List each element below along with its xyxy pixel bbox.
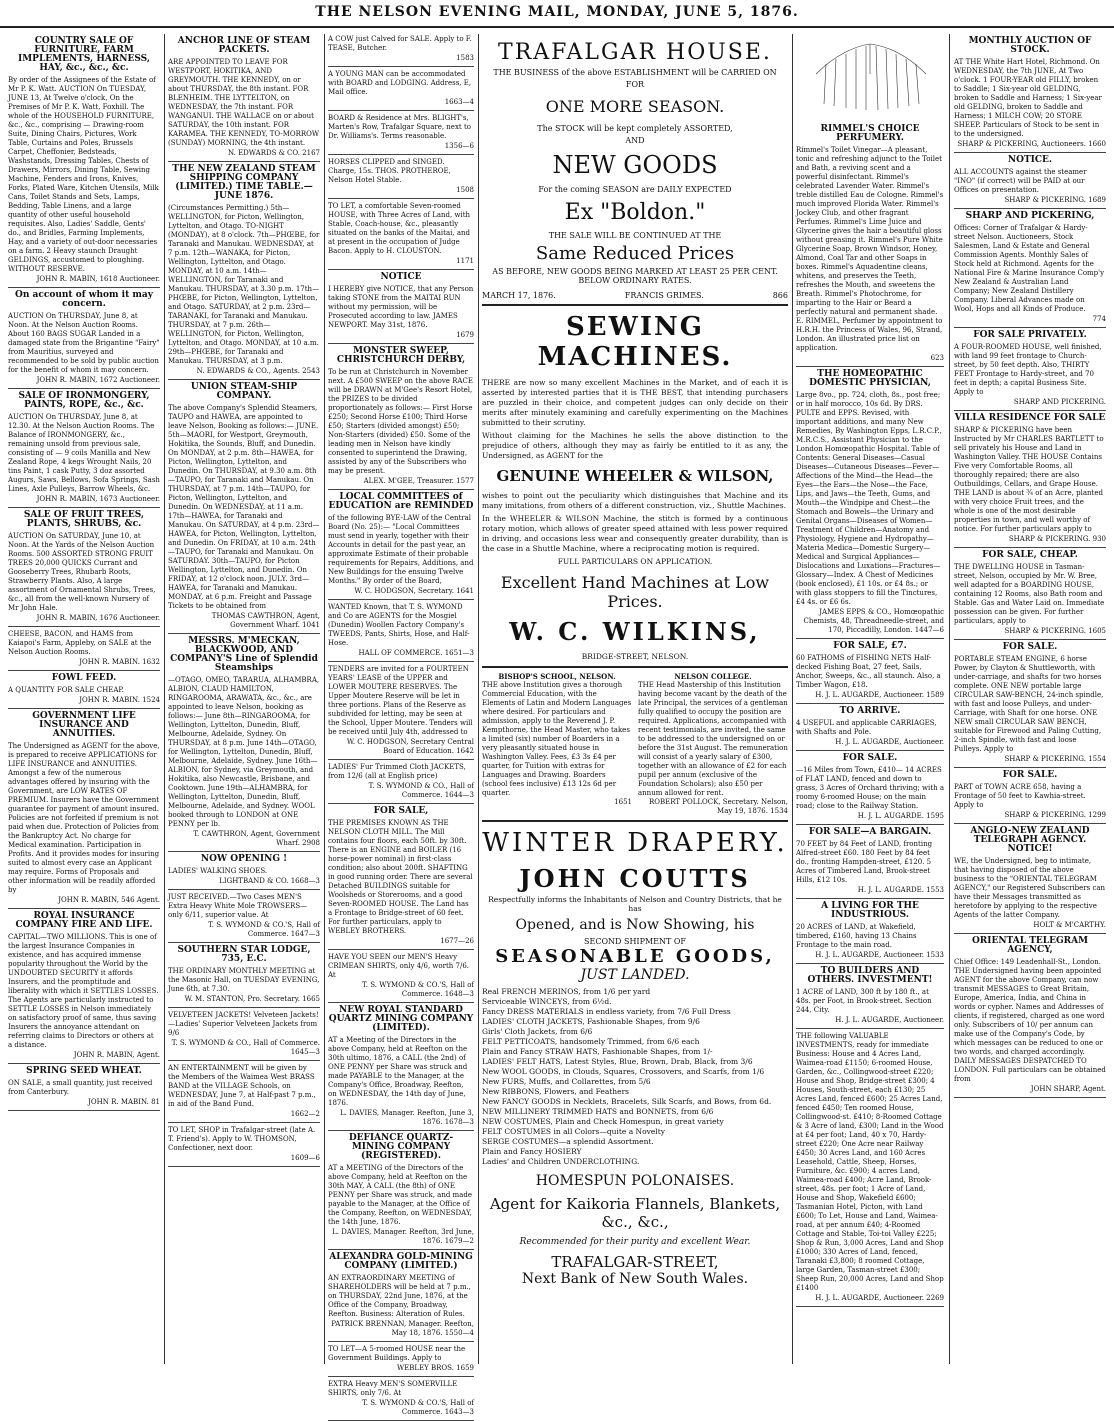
ad-body: PART of TOWN ACRE 658, having a Frontage of 50 feet to Kawhia-street. Apply to (954, 783, 1086, 809)
ad-body: A YOUNG MAN can be accommodated with BOARD and LODGING. Address, E, Mail office. (328, 70, 472, 96)
goods-item: Real FRENCH MERINOS, from 1/6 per yard (482, 987, 651, 996)
classified-ad (328, 1006, 474, 1131)
ad-signature: SHARP & PICKERING. 930 (1008, 535, 1106, 543)
ad-heading: FOR SALE PRIVATELY. (973, 330, 1087, 340)
ad-signature: LIGHTBAND & CO. 1668—3 (219, 877, 320, 885)
ad-heading: ANCHOR LINE OF STEAM PACKETS. (177, 36, 311, 55)
goods-item: Girls' Cloth Jackets, from 6/6 (482, 1027, 593, 1036)
ad-heading: COUNTRY SALE OF FURNITURE, FARM IMPLEMENTS, HARNESS, HAY, &c., &c., &c. (18, 36, 150, 73)
classified-ad (168, 946, 320, 1008)
ad-body: LADIES' WALKING SHOES. (168, 867, 268, 875)
ad-signature: JOHN R. MABIN, 1673 Auctioneer. (36, 495, 160, 503)
ad-heading: NOTICE. (1007, 155, 1053, 165)
ad-signature: W. C. HODGSON, Secretary. 1641 (354, 587, 474, 595)
ad-body: CHEESE, BACON, and HAMS from Kaiapoi's Farm, Appleby, on SALE at the Nelson Auction Rooms. (8, 630, 152, 656)
ad-body: —OTAGO, OMEO, TARARUA, ALHAMBRA, ALBION, CLAUD HAMILTON, RINGAROOMA, ARAWATA, &c., &c., are appointed to leave Nelson, booking as follows:— June 8th—RINGAROOMA, for Wellington, Lyttelton, Dunedin, Bluff, Melbourne, Adelaide, Sydney. On THURSDAY, at 8 p.m. June 14th—OTAGO, for Wellington, Lyttelton, Dunedin, Bluff, Melbourne, Adelaide, Sydney. June 16th—ALBION, for Sydney, via Greymouth, and Hokitika, also Newcastle, Brisbane, and Cooktown. June 19th—ALHAMBRA, for Wellington, Lyttelton, Dunedin, Bluff, Melbourne, Adelaide, and Sydney. WOOL booked through to LONDON at ONE PENNY per lb. (168, 676, 320, 828)
goods-item: FELT PETTICOATS, handsomely Trimmed, from 6/6 each (482, 1037, 700, 1046)
ad-text: THE BUSINESS of the above ESTABLISHMENT will be CARRIED ON (493, 68, 777, 77)
ad-heading: ROYAL INSURANCE COMPANY FIRE AND LIFE. (15, 911, 153, 930)
ad-title: NELSON COLLEGE. (674, 672, 752, 681)
classified-ad (168, 165, 320, 380)
classified-ad (796, 967, 944, 1029)
ad-body: —16 Miles from Town, £410— 14 ACRES of FLAT LAND, fenced and down to grass, 3 Acres of Orchard thriving; with a roomy 6-roomed House; on the main road; close to the Railway Station. (796, 766, 944, 810)
ad-heading: TO ARRIVE. (839, 706, 901, 716)
classified-ad (328, 273, 474, 344)
ad-heading: UNION STEAM-SHIP COMPANY. (190, 382, 298, 401)
ad-body: CAPITAL—TWO MILLIONS. This is one of the largest Insurance Companies in existence, and has acquired immense popularity throughout the World by the UNDOUBTED SECURITY it affords Insurers, and the promptitude and liberality with which it SETTLES LOSSES. The Agents are particularly instructed to SETTLE LOSSES in Nelson immediately on satisfactory proof of same, thus saving Insurers the annoyance attendant on referring claims to Directors or others at a distance. (8, 933, 159, 1049)
ad-heading: RIMMEL'S CHOICE PERFUMERY. (820, 124, 920, 143)
classified-ad (168, 855, 320, 890)
ad-heading: MESSRS. M'MECKAN, BLACKWOOD, AND COMPANY'S Line of Splendid Steamships (170, 636, 318, 673)
ad-signature: JOHN R. MABIN, 1618 Auctioneer. (36, 275, 160, 283)
ad-signature: 774 (1092, 315, 1106, 323)
ad-body: EXTRA Heavy MEN'S SOMERVILLE SHIRTS, only 7/6. At (328, 1380, 458, 1397)
ad-heading: FOR SALE—A BARGAIN. (808, 827, 932, 837)
classified-ad (796, 828, 944, 899)
classified-ad (954, 414, 1106, 548)
ad-signature: N. EDWARDS & CO. 2167 (227, 149, 320, 157)
divider (482, 666, 788, 668)
goods-item: Ladies' and Children UNDERCLOTHING. (482, 1157, 640, 1166)
classified-ad (8, 511, 160, 627)
ad-body: The above Company's Splendid Steamers, TAUPO and HAWEA, are appointed to leave Nelson, Booking as follows:— JUNE. 5th—MAORI, for Westport, Greymouth, Hokitika, the Sounds, Bluff, and Dunedin. On MONDAY, at 2 p.m. 8th—HAWEA, for Picton, Wellington, Lyttelton, and Dunedin. On THURSDAY, at 9.30 a.m. 8th—TAUPO, for Taranaki and Manukau. On THURSDAY, at 7 p.m. 14th—TAUPO, for Picton, Wellington, Lyttelton, and Dunedin. On WEDNESDAY, at 11 a.m. 17th—HAWEA, for Taranaki and Manukau. On SATURDAY, at 4 p.m. 23rd—HAWEA, for Picton, Wellington, Lyttelton, and Dunedin. On FRIDAY, at 10 a.m. 24th—TAUPO, for Taranaki and Manukau. On SATURDAY. 30th—TAUPO, for Picton Wellington, Lyttelton, and Dunedin. On FRIDAY, at 12 o'clock noon. JULY. 3rd—HAWEA, for Taranaki and Manukau. MONDAY, at 6 p.m. Freight and Passage Tickets to be obtained from (168, 404, 320, 610)
ad-signature: HALL OF COMMERCE. 1651—3 (358, 649, 474, 657)
ad-heading: ANGLO-NEW ZEALAND TELEGRAPH AGENCY. NOTICE! (970, 826, 1090, 854)
ad-body: 1 ACRE of LAND, 300 ft by 180 ft., at 48s. per Foot, in Brook-street. Section 244, City. (796, 988, 932, 1014)
ad-body: (Circumstances Permitting.) 5th—WELLINGTON, for Picton, Wellington, Lyttelton, and Otago. TO-NIGHT (MONDAY), at 8 o'clock. 7th—PHŒBE, for Taranaki and Manukau. WEDNESDAY, at 7 p.m. 12th—WANAKA, for Picton, Wellington, Lyttelton, and Otago. MONDAY, at 10 a.m. 14th—WELLINGTON, for Taranaki and Manukau. THURSDAY, at 3.30 p.m. 17th—PHŒBE, for Picton, Wellington, Lyttelton, and Otago. SATURDAY, at 2 p.m. 23rd—TARANAKI, for Taranaki and Manukau. THURSDAY, at 7 p.m. 26th—WELLINGTON, for Picton, Wellington, Lyttelton, and Otago. MONDAY, at 10 a.m. 29th—PHŒBE, for Taranaki and Manukau. THURSDAY, at 3 p.m. (168, 204, 320, 365)
classified-ad (796, 125, 944, 367)
ad-signature: 1651 (614, 798, 632, 806)
ad-body: THE DWELLING HOUSE in Tasman-street, Nelson, occupied by Mr. W. Bree, well adapted for a BOARDING HOUSE, containing 12 Rooms, also Bath room and Stable. Gas and Water Laid on. Immediate possession can be given. For further particulars, apply to (954, 563, 1105, 625)
ad-signature: 1662—2 (290, 1110, 320, 1118)
ad-body: AUCTION On THURSDAY, June 8, at 12.30. At the Nelson Auction Rooms. The Balance of IRONMONGERY, &c., remaining unsold from previous sale, consisting of — 9 coils Manilla and New Zealand Rope, 4 kegs Wrought Nails, 20 tins Paint, 1 cask Putty, 3 doz assorted Augurs, Saws, Bellows, Sofa Springs, Sash Lines, Axle Pulleys, Barrow Wheels, &c. (8, 413, 160, 493)
classified-ad (796, 707, 944, 751)
ad-body: THE following VALUABLE INVESTMENTS, ready for immediate Business: House and 4 Acres Land, Waimea-road £1150; 6-roomed House, Garden, &c., Collingwood-street £220; House and Shop, Bridge-street £300; 4 Houses, South-street, each £130; 25 Acres Land, fenced £600; 25 Acres Land, fenced £450; Ten roomed House, Collingwood-st. £410; 8-Roomed Cottage & 3 Acre of land, £300; Land in the Wood at £4 per foot; Land, 40 x 70, Hardy-street £220; One Acre near Railway £450; 30 Acres Land, and 160 Acres Leasehold, Cattle, Sheep, Horses, Furniture, &c. £900; 4 acres Land, Waimea-road £400; Acre Land, Brook-street, 48s. per foot; 1 Acre of Land, House and Shop, Wakefield £600; Tasmanian Hotel, Picton, with Land £600; To Let, House and Land, Waimea-road, at per annum £40; 4-Roomed Cottage and Stable, Toi-toi Valley £225; Shop & Run, 3,000 Acres, Land and Shop £1000; 330 Acres of Land, fenced, Taranaki £3,800; 8 roomed Cottage, large Garden, Tasman-street £300; Sheep Run, 20,000 Acres, Land and Shop £1400 (796, 1032, 944, 1292)
ad-signature: T. S. WYMOND & CO., Hall of Commerce. 1645—3 (171, 1039, 320, 1056)
ad-body: TO LET, a comfortable Seven-roomed HOUSE, with Three Acres of Land, with Stable, Coach-house, &c., pleasantly situated on the banks of the Maitai, and at present in the occupation of Judge Bacon. Apply to H. CLOUSTON. (328, 202, 471, 255)
sewing-machines-ad (482, 312, 788, 662)
ad-body: A COW just Calved for SALE. Apply to F. TEASE, Butcher. (328, 35, 472, 52)
ad-signature: JOHN R. MABIN, 1672 Auctioneer. (36, 376, 160, 384)
ad-signature: H. J. L. AUGARDE, Auctioneer. 2269 (815, 1294, 944, 1302)
ad-subtitle: TRAFALGAR-STREET, (551, 1253, 719, 1271)
classified-ad (328, 807, 474, 950)
ad-text: THE SALE WILL BE CONTINUED AT THE (548, 231, 722, 240)
ad-signature: H. J. L. AUGARDE, Auctioneer. 1533 (815, 951, 944, 959)
classified-ad (328, 763, 474, 804)
ad-text: In the WHEELER & WILSON Machine, the stitch is formed by a continuous rotary motion, which allows of greater speed attained with less power required in driving, and occasions less wear and consequently greater durability, than is the case in a Shuttle Machine, where a reciprocating motion is required. (482, 514, 788, 553)
ad-subtitle: Excellent Hand Machines at Low Prices. (500, 573, 770, 611)
divider (482, 820, 788, 822)
ad-signature: T. S. WYMOND & CO.'S, Hall of Commerce. 1648—3 (362, 981, 474, 998)
ad-body: HORSES CLIPPED and SINGED. Charge, 15s. THOS. PROTHEROE, Nelson Hotel Stable. (328, 158, 451, 184)
ad-signature: W. C. HODGSON, Secretary Central Board of Education. 1642 (346, 738, 474, 755)
goods-item: LADIES' FELT HATS, Latest Styles, Blue, Brown, Drab, Black, from 3/6 (482, 1057, 753, 1066)
ad-body: AN ENTERTAINMENT will be given by the Members of the Waimea West BRASS BAND at the VILLAGE Schools, on WEDNESDAY, June 7, at Half-past 7 p.m., in aid of the Band Fund. (168, 1064, 316, 1108)
classified-ad (954, 551, 1106, 640)
ad-body: Chief Office: 149 Leadenhall-St., London. THE Undersigned having been appointed AGENT for the above Company, can now transmit MESSAGES to Great Britain, Europe, America, India, and China in words or cypher. Names and Addresses of clients, if registered, charged as one word only. Subscribers of 10/ per annum can make use of the Company's Code, by which messages can be reduced to one or two words, and charged accordingly. DAILY MESSAGES DESPATCHED TO LONDON. Full particulars can be obtained from (954, 958, 1106, 1083)
ad-body: WE, the Undersigned, beg to intimate, that having disposed of the above business to the "ORIENTAL TELEGRAM AGENCY," our Registered Subscribers can have their Messages transmitted as heretofore by applying to the respective Agents of the latter Company. (954, 857, 1106, 919)
goods-item: New FURS, Muffs, and Collarettes, from 5/6 (482, 1077, 651, 1086)
classified-ad (8, 37, 160, 288)
classified-ad (168, 37, 320, 162)
ad-subtitle: HOMESPUN POLONAISES. (535, 1173, 735, 1189)
ad-heading: FOR SALE. (842, 753, 898, 763)
ad-body: AUCTION On SATURDAY, June 10, at Noon. At the Yards of the Nelson Auction Rooms. 500 ASSORTED STRONG FRUIT TREES 20,000 QUICKS Currant and Gooseberry Trees, Rhubarb Roots, Strawberry Plants. Also, A large assortment of Ornamental Shrubs, Trees, &c., all from the well-known Nursery of Mr John Hale. (8, 532, 156, 612)
ad-date: MARCH 17, 1876. (482, 291, 556, 300)
goods-item: NEW MILLINERY TRIMMED HATS and BONNETS, from 6/6 (482, 1107, 714, 1116)
ad-body: The Undersigned as AGENT for the above, is prepared to receive APPLICATIONS for LIFE INSURANCE and ANNUITIES. Amongst a few of the numerous advantages offered by insuring with the Government, are LOW RATES OF PREMIUM. Insurers have the Government guarantee for payment of amount insured. Policies are not forfeited if premium is not paid when due. Protection of Policies from the Bankruptcy Act. No charge for Medical examination. Participation in Profits. And it provides modes for insuring suited to almost every case an Applicant may require. Forms of Proposals and other information will be readily afforded by (8, 742, 160, 894)
goods-item: FELT COSTUMES in all Colors—quite a Novelty (482, 1127, 665, 1136)
ad-body: ALL ACCOUNTS against the steamer "INO" (if correct) will be PAID at our Offices on presentation. (954, 168, 1087, 194)
classified-ad (328, 1253, 474, 1342)
ad-signature: SHARP AND PICKERING. (1013, 398, 1106, 406)
ad-body: A FOUR-ROOMED HOUSE, well finished, with land 99 feet frontage to Church-street, by 50 feet depth. Also, THIRTY FEET Frontage to Hardy-street, and 70 feet in depth; a capital Business Site. Apply to (954, 343, 1102, 396)
ad-body: AT a Meeting of the Directors in the above Company, held at Reefton on the 30th ultimo, 1876, a CALL (the 2nd) of ONE PENNY per Share was struck and made PAYABLE to the Manager, at the Company's Office, Broadway, Reefton, on WEDNESDAY, the 14th day of June, 1876. (328, 1036, 468, 1107)
classified-ad (328, 70, 474, 111)
ad-signature: 1679 (456, 331, 474, 339)
classified-ad (954, 937, 1106, 1098)
trafalgar-house-ad (482, 40, 788, 300)
ad-body: Large 8vo., pp. 724, cloth, 8s., post free; or in half morocco, 10s 6d. By DRS. PULTE and EPPS. Revised, with important additions, and many New Remedies, By Washington Epps, L.R.C.P., M.R.C.S., Assistant Physician to the London Homœopathic Hospital. Table of Contents: General Diseases—Casual Diseases—Cutaneous Diseases—Fever—Affections of the Mind—the Head—the Eyes—the Ears—the Nose—the Face, Lips, and Jaws—the Teeth, Gums, and Mouth—the Windpipe and Chest—the Stomach and Bowels—the Urinary and Genital Organs—Diseases of Women—Treatment of Children—Anatomy and Physiology, Hygiene and Hydropathy—Materia Medica—Domestic Surgery—Medical and Surgical Appliances—Dislocations and Luxations—Fractures—Glossary—Index. A Chest of Medicines (book enclosed), £1 10s. or £4 8s.; or with glass stoppers to fill the Tinctures, £4 4s. or £6 6s. (796, 391, 942, 606)
ad-body: AT THE White Hart Hotel, Richmond. On WEDNESDAY, the 7th JUNE, At Two o'clock. 1 FOUR-YEAR old FILLY, broken to Saddle; 1 Six-year old GELDING, broken to Saddle and Harness; 1 Six-year old GELDING, broken to Saddle and Harness; 1 MILCH COW; 20 STORE SHEEP. Particulars of Stock to be sent in to the undersigned. (954, 58, 1102, 138)
ad-body: LADIES' Fur Trimmed Cloth JACKETS, from 12/6 (all at English price) (328, 763, 466, 780)
ad-text: FULL PARTICULARS ON APPLICATION. (557, 557, 713, 566)
ad-heading: LOCAL COMMITTEES of EDUCATION are REMINDED (328, 492, 474, 511)
ad-text: SECOND SHIPMENT OF (584, 937, 686, 946)
ad-signature: 1356—6 (444, 142, 474, 150)
ad-body: To be run at Christchurch in November next. A £500 SWEEP on the above RACE will be DRAWN at M'Gee's Resort Hotel, the PRIZES to be divided proportionately as follows:— First Horse £250; Second Horse £100; Third Horse £50; Starters (divided amongst) £50; Non-Starters (divided) £50. Some of the leading men in Nelson have kindly consented to superintend the Drawing, assisted by any of the Subscribers who may be present. (328, 368, 473, 475)
ad-body: TO LET—A 5-roomed HOUSE near the Government Buildings. Apply to (328, 1345, 466, 1362)
ad-title: WINTER DRAPERY. (482, 828, 788, 858)
ad-subtitle: SEASONABLE GOODS, (495, 946, 775, 967)
classified-ad (328, 1345, 474, 1377)
ad-subtitle: Agent for Kaikoria Flannels, Blankets, &c., &c., (489, 1195, 781, 1231)
column-1 (8, 34, 160, 1364)
classified-ad (8, 712, 160, 909)
ad-text: FOR (625, 80, 645, 89)
ad-heading: FOR SALE, CHEAP. (982, 550, 1078, 560)
ad-heading: MONTHLY AUCTION OF STOCK. (968, 36, 1092, 55)
goods-item: Serviceable WINCEYS, from 6½d. (482, 997, 612, 1006)
ad-text: THE Head Mastership of this Institution having become vacant by the death of the late Principal, the services of a gentleman fully qualified to occupy the position are required. Applications, accompanied with recent testimonials, are invited, the same to be addressed to the undersigned on or before the 31st August. The remuneration will consist of a yearly salary of £300, together with an allowance of £2 for each pupil per annum (exclusive of the Foundation Scholars); also £50 per annum allowed for rent. (638, 681, 788, 797)
ad-signature: 623 (930, 354, 944, 362)
ad-signature: 1677—26 (440, 937, 474, 945)
column-2 (168, 34, 320, 1364)
ad-title: SEWING MACHINES. (537, 312, 733, 372)
ad-body: 70 FEET by 84 Feet of LAND, fronting Alfred-street £60. 180 Feet by 84 feet do., fronting Hampden-street, £120. 5 Acres of Timbered Land, Brook-street Hills, £12 10s. (796, 840, 933, 884)
ad-text: AND (625, 136, 645, 145)
ad-body: AT a MEETING of the Directors of the above Company, held at Reefton on the 30th MAY, A CALL (the 8th) of ONE PENNY per Share was struck, and made payable to the Manager, at the Office of the Company, Reefton, on WEDNESDAY, the 14th June, 1876. (328, 1164, 472, 1226)
ad-heading: TO BUILDERS AND OTHERS. INVESTMENT! (807, 966, 933, 985)
ad-signature: SHARP & PICKERING. 1554 (1004, 755, 1106, 763)
classified-ad (954, 771, 1106, 824)
ad-subtitle: NEW GOODS (552, 151, 718, 179)
ad-signature: L. DAVIES, Manager. Reefton, 3rd June, 1876. 1679—2 (332, 1228, 474, 1245)
ad-signature: SHARP & PICKERING. 1605 (1004, 627, 1106, 635)
column-3 (328, 34, 474, 1416)
ad-signature: 1508 (456, 186, 474, 194)
goods-item: New WOOL GOODS, in Clouds, Squares, Crossovers, and Scarfs, from 1/6 (482, 1067, 765, 1076)
ad-signature: T. CAWTHRON, Agent, Government Wharf. 2908 (193, 830, 320, 847)
ad-text: wishes to point out the peculiarity which distinguishes that Machine and its many imitations, from others of a different construction, viz., Shuttle Machines. (482, 491, 788, 510)
classified-ad (796, 1032, 944, 1307)
ad-signature: T. S. WYMOND & CO.'S, Hall of Commerce. 1647—3 (208, 921, 320, 938)
ad-signature: SHARP & PICKERING. 1299 (1004, 811, 1106, 819)
classified-ad (168, 893, 320, 943)
classified-ad (168, 1064, 320, 1123)
divider (482, 304, 788, 306)
ad-body: ARE APPOINTED TO LEAVE FOR WESTPORT, HOKITIKA, AND GREYMOUTH. THE KENNEDY, on or about THURSDAY, the 8th instant. FOR BLENHEIM. THE LYTTELTON, on WEDNESDAY, the 7th instant. FOR WANGANUI. THE WALLACE on or about SATURDAY, the 10th instant. FOR KARAMEA. THE KENNEDY, TO-MORROW (SUNDAY) MORNING, the 4th instant. (168, 58, 320, 147)
ad-signature: JOHN R. MABIN. 1632 (79, 658, 160, 666)
ad-signature: HOLT & M'CARTHY. (1033, 921, 1106, 929)
ad-body: PORTABLE STEAM ENGINE, 6 horse Power, by Clayton & Shuttleworth, with under-carriage, and shafts for two horses complete. ONE NEW portable large CIRCULAR SAW-BENCH, 24-inch spindle, with fast and loose Pulleys, and under-Carriage, with Shaft for one horse. ONE NEW small CIRCULAR SAW BENCH, suitable for Firewood and Paling Cutting, 2-inch Spindle, with fast and loose Pulleys. Apply to (954, 655, 1104, 753)
classified-ad (8, 912, 160, 1064)
ad-signature: T. S. WYMOND & CO.'S, Hall of Commerce. 1643—3 (362, 1399, 474, 1416)
schools-ads (482, 672, 788, 816)
ad-signature: ALEX. M'GEE, Treasurer. 1577 (363, 477, 474, 485)
classified-ad (8, 291, 160, 389)
ad-heading: VILLA RESIDENCE FOR SALE (954, 413, 1106, 423)
classified-ad (796, 902, 944, 964)
ad-heading: FOR SALE. (1002, 770, 1058, 780)
column-5 (796, 34, 944, 1364)
ad-heading: GOVERNMENT LIFE INSURANCE AND ANNUITIES. (32, 711, 136, 739)
ad-number: 866 (772, 291, 788, 300)
classified-ad (796, 754, 944, 825)
ad-heading: NOW OPENING ! (200, 854, 288, 864)
goods-item: New FANCY GOODS in Necklets, Bracelets, Silk Scarfs, and Bows, from 6d. (482, 1097, 772, 1106)
ad-heading: FOR SALE, £7. (833, 641, 907, 651)
classified-ad (328, 35, 474, 67)
ad-signature: ROBERT POLLOCK, Secretary. Nelson, May 19, 1876. 1534 (648, 798, 788, 815)
classified-ad (328, 665, 474, 760)
classified-ad (8, 392, 160, 508)
classified-ad (168, 637, 320, 852)
classified-ad (328, 1380, 474, 1421)
winter-drapery-ad (482, 828, 788, 1287)
goods-item: NEW COSTUMES, Plain and Check Homespun, in great variety (482, 1117, 724, 1126)
ad-signature: FRANCIS GRIMES. (624, 291, 704, 300)
goods-list (482, 987, 788, 1167)
masthead: THE NELSON EVENING MAIL, MONDAY, JUNE 5, 1876. (0, 0, 1114, 28)
ad-signature: L. DAVIES, Manager. Reefton, June 3, 1876. 1678—3 (339, 1109, 474, 1126)
classified-ad (168, 383, 320, 634)
ad-signature: N. EDWARDS & CO., Agents. 2543 (196, 367, 320, 375)
ad-body: 4 USEFUL and applicable CARRIAGES, with Shafts and Pole. (796, 719, 937, 736)
classified-ad (328, 953, 474, 1003)
goods-item: SERGE COSTUMES—a splendid Assortment. (482, 1137, 654, 1146)
classified-ad (954, 156, 1106, 209)
classified-ad (954, 37, 1106, 153)
ad-heading: On account of whom it may concern. (15, 290, 153, 309)
ad-signature: JOHN SHARP, Agent. (1030, 1085, 1106, 1093)
bishops-school-ad (482, 672, 632, 816)
ad-signature: JOHN R. MABIN, Agent. (73, 1051, 160, 1059)
ad-body: ON SALE, a small quantity, just received from Canterbury. (8, 1079, 153, 1096)
ad-text: For the coming SEASON are DAILY EXPECTED (538, 185, 732, 194)
ad-subtitle: Opened, and is Now Showing, his (515, 917, 755, 933)
goods-item: LADIES' CLOTH JACKETS, Fashionable Shapes, from 9/6 (482, 1017, 700, 1026)
classified-ad (168, 1126, 320, 1167)
ad-body: A QUANTITY FOR SALE CHEAP. (8, 686, 124, 694)
ad-signature: JOHN R. MABIN. 81 (88, 1098, 160, 1106)
ad-heading: SOUTHERN STAR LODGE, 735, E.C. (177, 945, 311, 964)
ad-subtitle: Next Bank of New South Wales. (521, 1271, 749, 1287)
classified-ad (796, 642, 944, 704)
classified-ad (328, 158, 474, 199)
ad-heading: A LIVING FOR THE INDUSTRIOUS. (821, 901, 919, 920)
ad-signature: JAMES EPPS & CO., Homœopathic Chemists, 48, Threadneedle-street, and 170, Piccadilly, London. 1447—6 (803, 608, 944, 634)
classified-ad (328, 347, 474, 490)
ad-signature: T. S. WYMOND & CO., Hall of Commerce. 1644—3 (368, 782, 474, 799)
ad-body: I HEREBY give NOTICE, that any Person taking STONE from the MAITAI RUN without my permission, will be Prosecuted according to law. JAMES NEWPORT. May 31st, 1876. (328, 285, 474, 329)
ad-subtitle: W. C. WILKINS, (509, 617, 761, 646)
ad-signature: PATRICK BRENNAN, Manager. Reefton, May 18, 1876. 1550—4 (331, 1320, 474, 1337)
classified-ad (954, 643, 1106, 768)
classified-ad (8, 1067, 160, 1111)
goods-item: Plain and Fancy HOSIERY (482, 1147, 582, 1156)
ad-heading: SHARP AND PICKERING, (965, 211, 1095, 221)
ad-body: JUST RECEIVED.—Two Cases MEN'S Extra Heavy White Mole TROWSERS—only 6/11, superior value. At (168, 893, 308, 919)
ad-signature: WEBLEY BROS. 1659 (396, 1364, 474, 1372)
ad-text: Respectfully informs the Inhabitants of Nelson and Country Districts, that he has (488, 895, 782, 913)
ad-body: AUCTION On THURSDAY, June 8, at Noon. At the Nelson Auction Rooms. About 160 BAGS SUGAR Landed in a damaged state from the Brigantine "Fairy" from Mauritius, surveyed and recommended to be sold by public auction for the benefit of whom it may concern. (8, 312, 160, 374)
ad-signature: 1171 (456, 257, 474, 265)
ad-heading: FOWL FEED. (51, 673, 117, 683)
ad-text: BRIDGE-STREET, NELSON. (581, 652, 689, 661)
ad-signature: 1663—4 (444, 98, 474, 106)
classified-ad (328, 603, 474, 662)
ad-body: VELVETEEN JACKETS! Velveteen Jackets!—Ladies' Superior Velveteen Jackets from 9/6 (168, 1011, 319, 1037)
goods-item: Plain and Fancy STRAW HATS, Fashionable Shapes, from 1/- (482, 1047, 713, 1056)
ad-signature: H. J. L. AUGARDE. 1595 (857, 812, 944, 820)
ad-body: By order of the Assignees of the Estate of Mr P. K. Watt. AUCTION On TUESDAY, JUNE 13, At Twelve o'clock, On the Premises of Mr P. K. Watt, Foxhill. The whole of the HOUSEHOLD FURNITURE, &c., &c., comprising — Drawing-room Suite, Dining Chairs, Pictures, Work Table, Curtains and Poles, Brussels Carpet, Cheffonier, Bedsteads, Washstands, Dressing Tables, Chests of Drawers, Mirrors, Dining Table, Sewing Machine, Fenders and Irons, Knives, Forks, Plated Ware, Kitchen Utensils, Milk Cans, Toilet Stands and Sets, Lamps, Bedding, Table Linens, and a large quantity of other useful household requisites. Also, Ladies' Saddle, Gents' do., and Bridles, Farming Implements, Hay, and a variety of out-door necessaries on a farm. 2 Heavy staunch Draught GELDINGS, accustomed to ploughing. WITHOUT RESERVE. (8, 76, 159, 273)
ad-body: SHARP & PICKERING have been Instructed by Mr CHARLES BARTLETT to sell privately his House and Land in Washington Valley. THE HOUSE Contains Five very Comfortable Rooms, all thoroughly repaired; there are also Outbuildings, Cellars, and Grape House. THE LAND is about ¾ of an Acre, planted with very choice Fruit trees, and the whole is one of the most desirable properties in town, and well worthy of notice. For further particulars apply to (954, 426, 1104, 533)
ad-heading: FOR SALE, (373, 806, 429, 816)
ad-signature: THOMAS CAWTHRON, Agent, Government Wharf. 1041 (211, 612, 320, 629)
ad-body: THE PREMISES KNOWN AS THE NELSON CLOTH MILL. The Mill contains four floors, each 50ft. by 30ft. There is an ENGINE and BOILER (16 horse-power nominal) in first-class condition; also about 200ft. SHAFTING in good running order. There are several Detached BUILDINGS suitable for Woolsheds or Storerooms, and a good Seven-ROOMED HOUSE. The Land has a Frontage to Bridge-street of 60 feet. For further particulars, apply to WEBLEY BROTHERS. (328, 819, 473, 935)
ad-signature: W. M. STANTON, Pro. Secretary. 1665 (184, 995, 320, 1003)
column-4 (482, 34, 788, 1364)
ad-body: THE ORDINARY MONTHLY MEETING at the Masonic Hall, on TUESDAY EVENING, June 6th, at 7.30. (168, 967, 320, 993)
ad-body: Offices: Corner of Trafalgar & Hardy-street Nelson. Auctioneers, Stock Salesmen, Land & Estate and General Commission Agents. Monthly Sales of Stock held at Richmond. Agents for the National Fire & Marine Insurance Comp'y New Zealand & Australian Land Company; New Zealand Distillery Company. Liberal Advances made on Wool, Hops and all Kinds of Produce. (954, 224, 1105, 313)
ad-subtitle: Ex "Boldon." (564, 200, 706, 225)
classified-ad (8, 630, 160, 671)
classified-ad (328, 202, 474, 270)
ad-text: THE above Institution gives a thorough Commercial Education, with the Elements of Latin and Modern Languages where desired. For particulars and admission, apply to the Reverend J. P. Kempthorne, the Head Master, who takes a limited (six) number of Boarders in a very pleasantly situated house in Washington Valley. Fees, £3 3s £4 per quarter, for Tuition with extras for Languages and Drawing. Boarders (school fees inclusive) £13 12s 6d per quarter. (482, 681, 632, 797)
goods-item: New RIBBONS, Flowers, and Feathers (482, 1087, 630, 1096)
ad-heading: NEW ROYAL STANDARD QUARTZ MINING COMPANY (LIMITED). (328, 1005, 474, 1033)
ad-heading: SPRING SEED WHEAT. (26, 1066, 142, 1076)
ad-heading: NOTICE (380, 272, 422, 282)
ad-subtitle: JUST LANDED. (580, 967, 690, 983)
ad-signature: JOHN R. MABIN, 1676 Auctioneer. (36, 614, 160, 622)
ad-text: Without claiming for the Machines he sells the above distinction to the prejudice of others, although they may as fairly be entitled to it as any, the Undersigned, as AGENT for the (482, 431, 788, 460)
classified-ad (328, 493, 474, 600)
classified-ad (954, 212, 1106, 328)
ad-heading: THE NEW ZEALAND STEAM SHIPPING COMPANY (LIMITED.) TIME TABLE.—JUNE 1876. (172, 164, 316, 201)
ad-signature: H. J. L. AUGARDE. 1553 (857, 886, 944, 894)
ad-heading: DEFIANCE QUARTZ-MINING COMPANY (REGISTERED). (348, 1133, 454, 1161)
ad-subtitle: Same Reduced Prices (535, 243, 735, 264)
classified-ad (954, 827, 1106, 934)
ad-heading: ALEXANDRA GOLD-MINING COMPANY (LIMITED.) (329, 1252, 473, 1271)
ad-text: Recommended for their purity and excellent Wear. (519, 1237, 751, 1247)
ad-signature: H. J. L. AUGARDE, Auctioneer. (835, 1016, 944, 1024)
ad-heading: THE HOMEOPATHIC DOMESTIC PHYSICIAN, (809, 369, 931, 388)
ad-text: THERE are now so many excellent Machines in the Market, and of each it is asserted by interested parties that it is THE BEST, that intending purchasers are puzzled in their choice, and competent judges can only decide on their merits after minutely examining and carefully experimenting on the Machines submitted to their scrutiny. (482, 378, 788, 427)
ad-body: of the following BYE-LAW of the Central Board (No. 25):— "Local Committees must send in yearly, together with their Accounts in detail for the past year, an approximate Estimate of their probable requirements for Repairs, Additions, and New Buildings for the ensuing Twelve Months." By order of the Board, (328, 514, 474, 585)
ad-signature: H. J. L. AUGARDE, Auctioneer. (835, 738, 944, 746)
ad-body: AN EXTRAORDINARY MEETING of SHAREHOLDERS will be held at 7 p.m., on THURSDAY, 22nd June, 1876, at the Office of the Company, Broadway, Reefton. Business: Alteration of Rules. (328, 1274, 471, 1318)
ad-text: The STOCK will be kept completely ASSORTED, (537, 124, 733, 133)
nelson-college-ad (638, 672, 788, 816)
classified-ad (796, 370, 944, 639)
ad-text: AS BEFORE, NEW GOODS BEING MARKED AT LEAST 25 PER CENT. BELOW ORDINARY RATES. (492, 267, 778, 285)
ad-subtitle: GENUINE WHEELER & WILSON, (496, 467, 774, 485)
ad-signature: 1609—6 (290, 1154, 320, 1162)
ad-body: BOARD & Residence at Mrs. BLIGHT's, Marten's Row, Trafalgar Square, next to Dr. Williams's. Terms reasonable. (328, 114, 471, 140)
willow-illustration (796, 34, 944, 114)
ad-heading: MONSTER SWEEP, CHRISTCHURCH DERBY, (336, 346, 466, 365)
ad-heading: SALE OF FRUIT TREES, PLANTS, SHRUBS, &c. (23, 510, 145, 529)
goods-item: Fancy DRESS MATERIALS in endless variety, from 7/6 Full Dress (482, 1007, 731, 1016)
ad-body: WANTED Known, that T. S. WYMOND and Co are AGENTS for the Mosgiel (Dunedin) Woollen Factory Company's TWEEDS, Pants, Shirts, Hose, and Half-Hose. (328, 603, 470, 647)
ad-subtitle: JOHN COUTTS (519, 864, 751, 893)
classified-ad (168, 1011, 320, 1061)
ad-body: 60 FATHOMS of FISHING NETS Half-decked Fishing Boat, 27 feet, Sails, Anchor, Sweeps, &c., all staunch. Also, a Timber Wagon, £18. (796, 654, 941, 689)
ad-title: BISHOP'S SCHOOL, NELSON. (498, 672, 616, 681)
ad-body: TO LET, SHOP in Trafalgar-street (late A. T. Friend's). Apply to W. THOMSON, Confectioner, next door. (168, 1126, 316, 1152)
ad-body: HAVE YOU SEEN our MEN'S Heavy CRIMEAN SHIRTS, only 4/6, worth 7/6. At (328, 953, 469, 979)
ad-signature: H. J. L. AUGARDE, Auctioneer. 1589 (815, 691, 944, 699)
ad-body: 20 ACRES of LAND, at Wakefield, timbered, £160, having 13 Chains Frontage to the main road. (796, 923, 917, 949)
ad-signature: JOHN R. MABIN, 546 Agent. (58, 896, 160, 904)
ad-heading: SALE OF IRONMONGERY, PAINTS, ROPE, &c., &c. (18, 391, 150, 410)
ad-subtitle: ONE MORE SEASON. (545, 97, 725, 116)
ad-signature: 1583 (456, 54, 474, 62)
classified-ad (328, 1134, 474, 1250)
classified-ad (954, 331, 1106, 411)
ad-body: Rimmel's Toilet Vinegar—A pleasant, tonic and refreshing adjunct to the Toilet and Bath, a reviving scent and a powerful disinfectant. Rimmel's celebrated Lavender Water. Rimmel's treble distilled Eau de Cologne. Rimmel's much improved Florida Water. Rimmel's Jockey Club, and other fragrant Perfumes. Rimmel's Lime Juice and Glycerine gives the hair a beautiful gloss without greasing it. Rimmel's Pure White Glycerine Soap, Brown Windsor, Honey, Almond, Coal Tar and other Soaps in boxes. Rimmel's Aquadentine cleans, whitens, and preserves the Teeth, refreshes the Mouth, and sweetens the Breath. Rimmel's Photochrome, for imparting to the Hair or Beard a perfectly natural and permanent shade. E. RIMMEL, Perfumer by appointment to H.R.H. the Princess of Wales, 96, Strand, London. An illustrated price list on application. (796, 146, 944, 352)
column-6 (954, 34, 1106, 1364)
ad-signature: JOHN R. MABIN. 1524 (79, 696, 160, 704)
ad-body: TENDERS are invited for a FOURTEEN YEARS' LEASE of the UPPER and LOWER MOUTERE RESERVES. The Upper Moutere Reserve will be let in three portions. Plans of the Reserve as subdivided for letting, may be seen at the School, Upper Moutere. Tenders will be received until July 4th, addressed to (328, 665, 473, 736)
classified-ad (8, 674, 160, 709)
ad-signature: SHARP & PICKERING, Auctioneers. 1660 (957, 140, 1106, 148)
ad-title: TRAFALGAR HOUSE. (498, 40, 772, 65)
ad-heading: ORIENTAL TELEGRAM AGENCY, (971, 936, 1089, 955)
classified-ad (328, 114, 474, 155)
ad-signature: SHARP & PICKERING. 1689 (1004, 196, 1106, 204)
ad-heading: FOR SALE. (1002, 642, 1058, 652)
